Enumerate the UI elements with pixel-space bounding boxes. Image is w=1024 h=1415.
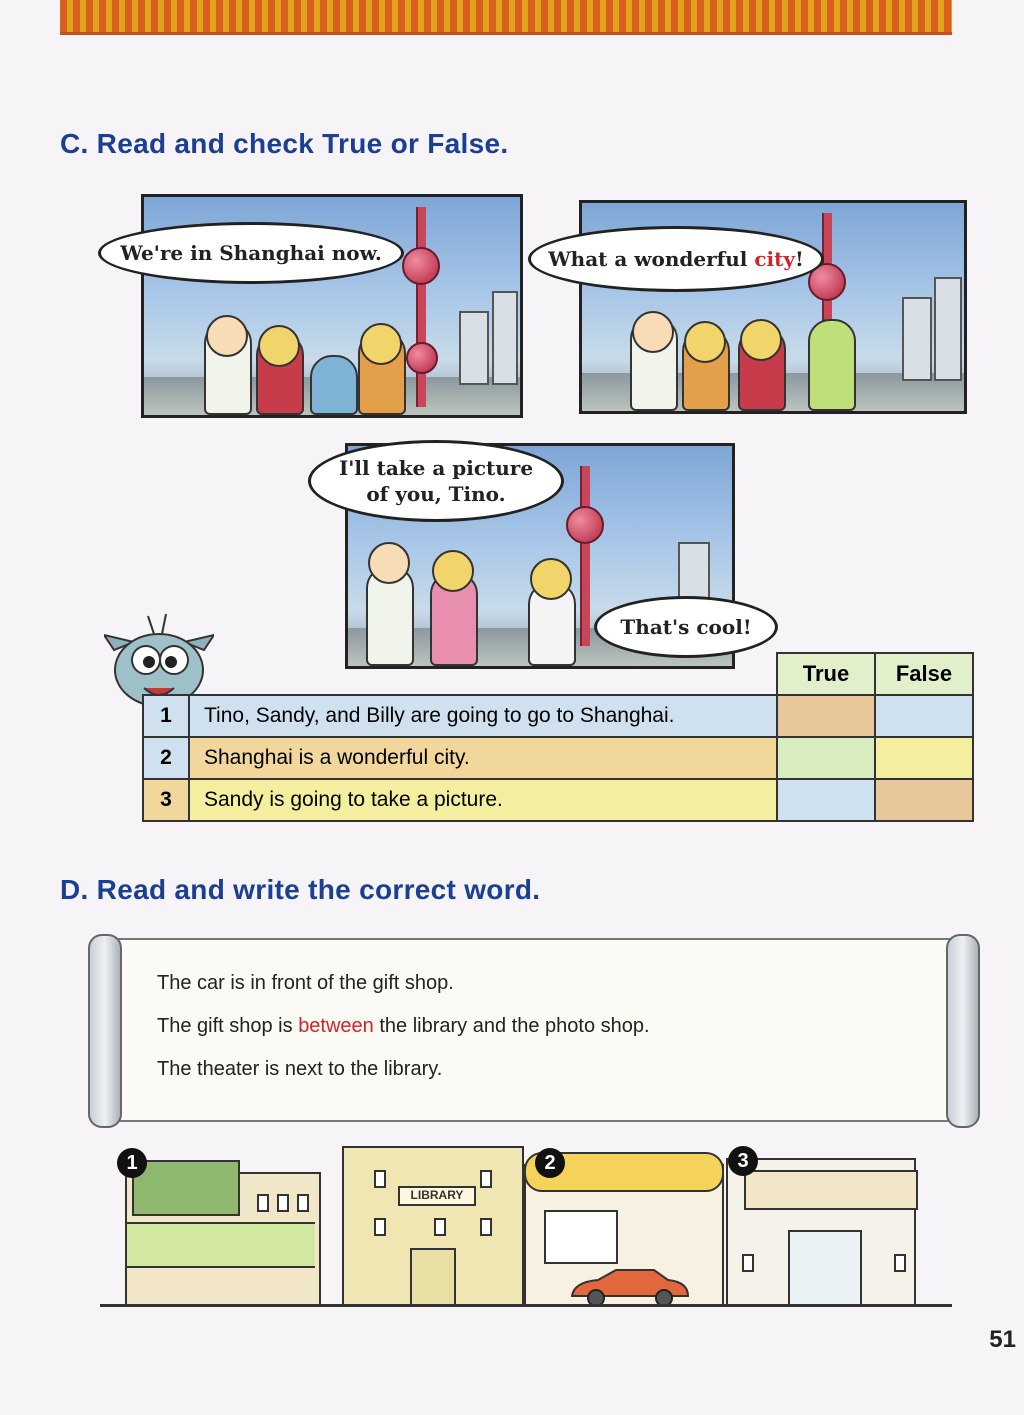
row-statement: Shanghai is a wonderful city. <box>189 737 777 779</box>
speech-bubble-3: I'll take a picture of you, Tino. <box>308 440 564 522</box>
true-column-header: True <box>777 653 875 695</box>
row-number: 3 <box>143 779 189 821</box>
table-row <box>143 779 973 821</box>
table-row <box>143 695 973 737</box>
row-statement: Tino, Sandy, and Billy are going to go to Shanghai. <box>189 695 777 737</box>
decorative-top-border <box>60 0 952 35</box>
false-checkbox[interactable] <box>875 737 973 779</box>
true-checkbox[interactable] <box>777 695 875 737</box>
speech-bubble-2: What a wonderful city! <box>528 226 824 292</box>
sentence-1: The car is in front of the gift shop. <box>157 972 454 994</box>
library-building <box>342 1146 524 1306</box>
street-ground-line <box>100 1304 952 1307</box>
theater-building <box>726 1158 916 1306</box>
number-badge-3: 3 <box>728 1146 758 1176</box>
true-false-table <box>142 652 974 822</box>
number-badge-2: 2 <box>535 1148 565 1178</box>
true-checkbox[interactable] <box>777 737 875 779</box>
speech-bubble-1: We're in Shanghai now. <box>98 222 404 284</box>
row-number: 2 <box>143 737 189 779</box>
sentence-3: The theater is next to the library. <box>157 1058 443 1080</box>
section-c-heading: C. Read and check True or False. <box>60 128 509 159</box>
section-d-heading: D. Read and write the correct word. <box>60 874 541 905</box>
false-checkbox[interactable] <box>875 779 973 821</box>
photo-shop-sign <box>132 1160 240 1216</box>
number-badge-1: 1 <box>117 1148 147 1178</box>
car-illustration <box>568 1268 692 1308</box>
false-column-header: False <box>875 653 973 695</box>
true-checkbox[interactable] <box>777 779 875 821</box>
table-row <box>143 737 973 779</box>
false-checkbox[interactable] <box>875 695 973 737</box>
sentence-2: The gift shop is between the library and the photo shop. <box>157 1015 650 1037</box>
row-statement: Sandy is going to take a picture. <box>189 779 777 821</box>
page-number: 51 <box>989 1326 1016 1353</box>
row-number: 1 <box>143 695 189 737</box>
library-sign: LIBRARY <box>398 1186 476 1206</box>
speech-bubble-4: That's cool! <box>594 596 778 658</box>
